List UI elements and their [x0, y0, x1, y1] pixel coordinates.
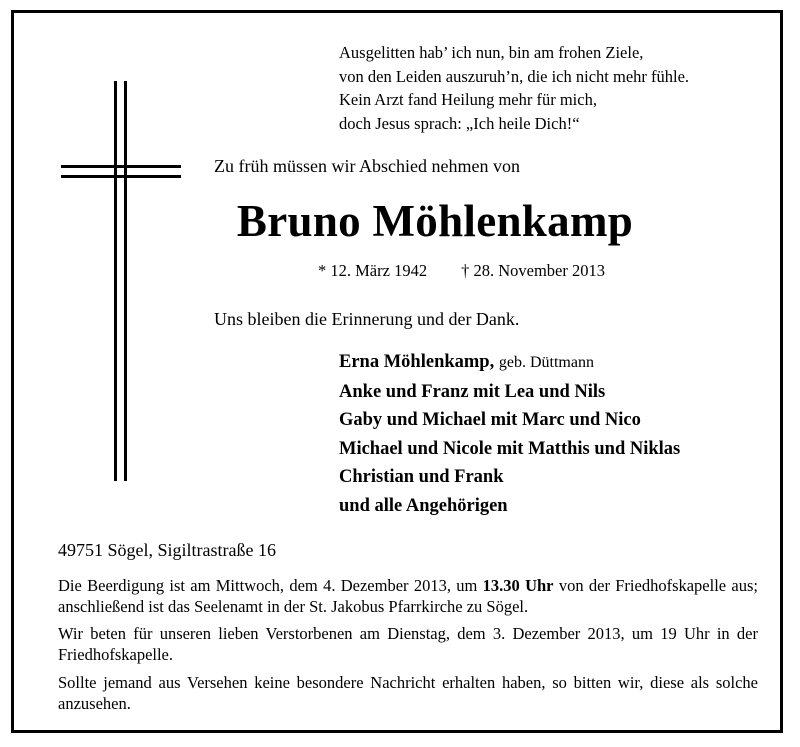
mourner-line	[339, 348, 680, 378]
cross-icon	[61, 81, 181, 481]
deceased-name: Bruno Möhlenkamp	[236, 196, 634, 246]
funeral-time: 13.30 Uhr	[482, 576, 554, 595]
poem	[339, 41, 769, 135]
address: 49751 Sögel, Sigiltrastraße 16	[58, 540, 276, 560]
poem-line: von den Leiden auszuruh’n, die ich nicht mehr fühle.	[339, 66, 690, 86]
thanks-text: Uns bleiben die Erinnerung und der Dank.	[214, 309, 520, 329]
mourner-line: Gaby und Michael mit Marc und Nico	[339, 410, 641, 430]
mourner-name: Erna Möhlenkamp,	[339, 352, 495, 372]
poem-line: doch Jesus sprach: „Ich heile Dich!“	[339, 113, 580, 133]
birth-date: * 12. März 1942	[318, 261, 428, 280]
poem-line: Ausgelitten hab’ ich nun, bin am frohen Ziele,	[339, 43, 644, 62]
mourner-line: Anke und Franz mit Lea und Nils	[339, 381, 606, 402]
life-dates	[318, 261, 605, 281]
prayer-info: Wir beten für unseren lieben Verstorbenen am Dienstag, dem 3. Dezember 2013, um 19 Uhr in der Friedhofskapelle.	[58, 624, 758, 664]
funeral-text-before: Die Beerdigung ist am Mittwoch, dem 4. Dezember 2013, um	[58, 576, 483, 595]
mourners-list	[339, 348, 680, 520]
intro-text: Zu früh müssen wir Abschied nehmen von	[214, 156, 520, 176]
poem-line: Kein Arzt fand Heilung mehr für mich,	[339, 90, 597, 109]
mourner-line: und alle Angehörigen	[339, 495, 508, 516]
obituary-frame	[11, 10, 783, 733]
notice-info: Sollte jemand aus Versehen keine besondere Nachricht erhalten haben, so bitten wir, diese als solche anzusehen.	[58, 673, 758, 713]
funeral-info	[58, 575, 758, 617]
mourner-line: Christian und Frank	[339, 467, 504, 487]
mourner-line: Michael und Nicole mit Matthis und Niklas	[339, 438, 681, 459]
death-date: † 28. November 2013	[461, 261, 605, 280]
funeral-text-after: von der Friedhofskapelle aus; anschließend ist das Seelenamt in der St. Jakobus Pfarrkirche zu Sögel.	[58, 576, 759, 616]
maiden-name: geb. Düttmann	[498, 354, 594, 371]
